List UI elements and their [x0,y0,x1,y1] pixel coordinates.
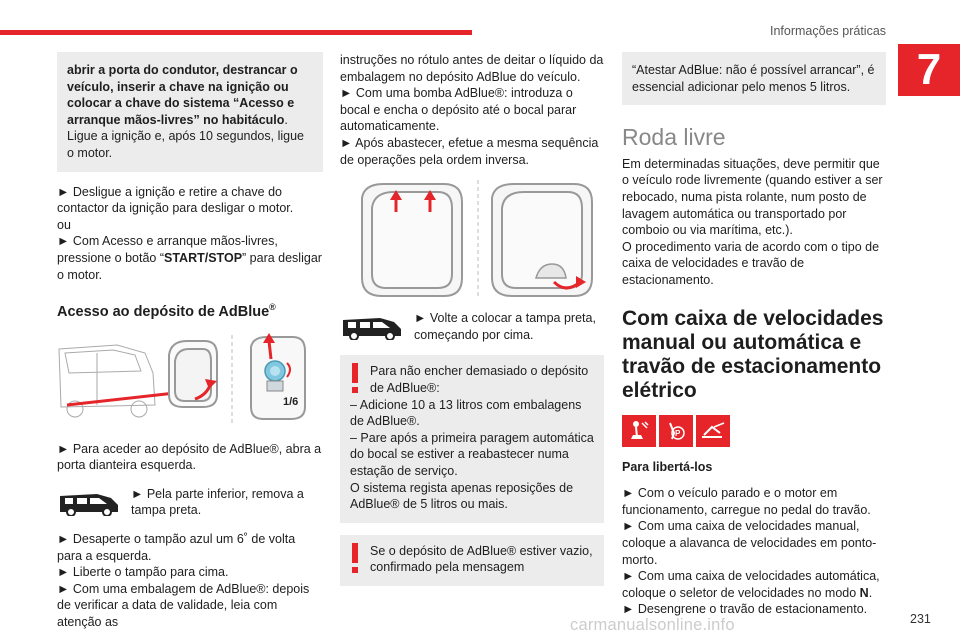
adblue-access-figure [57,333,323,429]
warning-icon [350,543,360,573]
column-1 [57,52,323,630]
sub-title: Para libertá-los [622,459,713,474]
warning-text: – Pare após a primeira paragem automática do bocal se estiver a reabastecer numa estação de serviço. [350,430,594,478]
note-row [340,308,604,343]
info-box: abrir a porta do condutor, destrancar o veículo, inserir a chave na ignição ou colocar a chave do sistema “Acesso e arranque mãos-livres” no habitáculo. Ligue a ignição e, após 10 segundos, ligue o motor. [57,52,323,172]
paragraph: ► Desaperte o tampão azul um 6˚ de volta para a esquerda. [57,531,296,563]
subsection-heading: Com caixa de velocidades manual ou automática e travão de estacionamento elétrico [622,306,884,402]
section-title: Acesso ao depósito de AdBlue® [57,302,276,320]
paragraph: ► Com uma caixa de velocidades automática, coloque o seletor de velocidades no modo N. [622,569,880,600]
paragraph: ► Com uma embalagem de AdBlue®: depois de verificar a data de validade, leia com atenção as [57,581,310,629]
info-box [622,52,886,105]
warning-box [340,535,604,586]
van-icon [340,312,404,340]
note-text: ► Volte a colocar a tampa preta, começando por cima. [414,311,596,342]
paragraph: ► Com Acesso e arranque mãos-livres, pressione o botão “START/STOP” para desligar o motor. [57,234,322,282]
warning-box [340,355,604,522]
paragraph: ► Com o veículo parado e o motor em funcionamento, carregue no pedal do travão. [622,486,871,517]
paragraph: ► Para aceder ao depósito de AdBlue®, abra a porta dianteira esquerda. [57,441,322,473]
box-text: “Atestar AdBlue: não é possível arrancar”, é essencial adicionar pelo menos 5 litros. [632,63,875,94]
paragraph: ► Desligue a ignição e retire a chave do contactor da ignição para desligar o motor. [57,184,294,216]
page-number: 231 [910,612,931,626]
icons-row [622,415,886,447]
note-row [57,484,323,519]
svg-text:P: P [675,428,681,438]
section-heading: Roda livre [622,124,726,151]
paragraph-ou: ou [57,217,71,232]
chapter-badge: 7 [898,44,960,96]
paragraph: Em determinadas situações, deve permitir que o veículo rode livremente (quando estiver a ser rebocado, numa pista rolante, num posto de lavagem automática ou transportado por comboio ou via marítima, etc.). [622,156,883,238]
box-bold-text: abrir a porta do condutor, destrancar o veículo, inserir a chave na ignição ou colocar a chave do sistema “Acesso e arranque mãos-livres” no habitáculo [67,63,298,127]
header-title: Informações práticas [770,24,887,38]
figure-label: 1/6 [283,395,299,408]
note-text: ► Pela parte inferior, remova a tampa preta. [131,486,304,518]
warning-text: O sistema regista apenas reposições de AdBlue® de 5 litros ou mais. [350,480,574,512]
gear-lever-icon [622,415,656,447]
header-red-bar [0,30,472,35]
paragraph: ► Com uma caixa de velocidades manual, coloque a alavanca de velocidades em ponto-morto. [622,519,877,567]
parking-brake-icon [696,415,730,447]
column-3 [622,52,886,618]
paragraph: ► Com uma bomba AdBlue®: introduza o bocal e encha o depósito até o bocal parar automaticamente. [340,86,577,134]
cap-figure [340,178,604,300]
warning-text: Se o depósito de AdBlue® estiver vazio, confirmado pela mensagem [370,543,593,575]
watermark: carmanualsonline.info [570,616,735,634]
paragraph: instruções no rótulo antes de deitar o líquido da embalagem no depósito AdBlue do veículo. [340,53,604,84]
warning-text: Para não encher demasiado o depósito de AdBlue®: [370,364,589,395]
box-text: Ligue a ignição e, após 10 segundos, ligue o motor. [67,129,304,160]
cap-illustration [340,178,604,300]
van-icon [57,488,121,516]
warning-text: – Adicione 10 a 13 litros com embalagens de AdBlue®. [350,397,582,429]
paragraph: ► Desengrene o travão de estacionamento. [622,602,868,617]
paragraph: ► Após abastecer, efetue a mesma sequência de operações pela ordem inversa. [340,135,599,167]
van-door-illustration [57,333,323,429]
paragraph: O procedimento varia de acordo com o tipo de caixa de velocidades e travão de estacionamento. [622,239,880,287]
warning-icon [350,363,360,393]
paragraph: ► Liberte o tampão para cima. [57,565,229,580]
column-2 [340,52,604,586]
brake-pedal-icon [659,415,693,447]
